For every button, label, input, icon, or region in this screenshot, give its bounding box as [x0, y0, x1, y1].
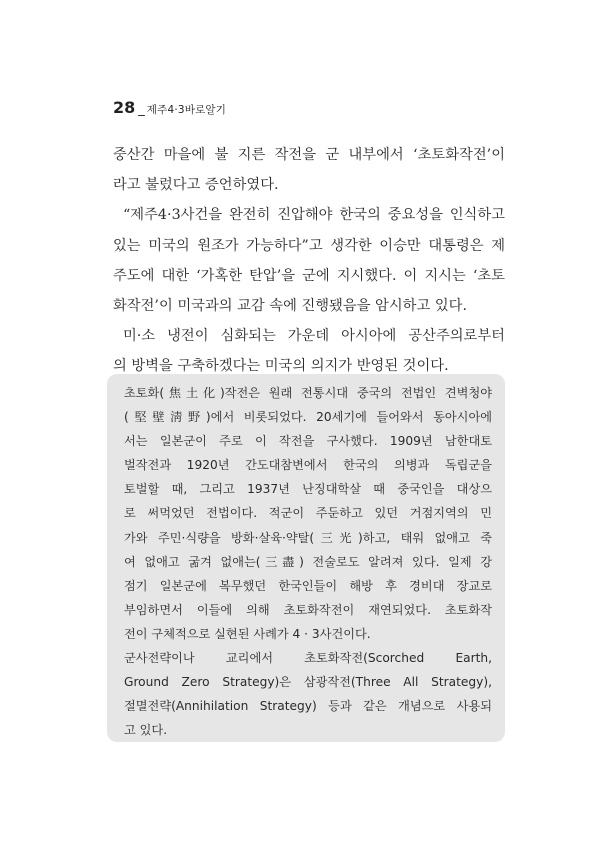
note-line: 초토화(焦土化)작전은 원래 전통시대 중국의 전법인 견벽청야 [124, 386, 492, 400]
note-line: (堅壁淸野)에서 비롯되었다. 20세기에 들어와서 동아시아에 [124, 410, 492, 425]
body-line: 있는 미국의 원조가 가능하다”고 생각한 이승만 대통령은 제 [113, 237, 505, 254]
body-line: 미·소 냉전이 심화되는 가운데 아시아에 공산주의로부터 [123, 328, 505, 345]
note-box-text [124, 381, 492, 742]
page-header [113, 98, 226, 117]
note-line: 군사전략이나 교리에서 초토화작전(Scorched Earth, [124, 651, 492, 666]
body-line: 중산간 마을에 불 지른 작전을 군 내부에서 ‘초토화작전’이 [113, 147, 505, 163]
note-line: Ground Zero Strategy)은 삼광작전(Three All Strategy), [124, 675, 492, 690]
body-line: 라고 불렀다고 증언하였다. [113, 177, 279, 194]
note-line: 부임하면서 이들에 의해 초토화작전이 재연되었다. 초토화작 [124, 602, 492, 617]
body-line: 화작전’이 미국과의 교감 속에 진행됐음을 암시하고 있다. [113, 297, 468, 314]
note-line: 점기 일본군에 복무했던 한국인들이 해방 후 경비대 장교로 [124, 578, 492, 593]
note-line: 로 써먹었던 전법이다. 적군이 주둔하고 있던 거점지역의 민 [124, 506, 492, 521]
note-line: 서는 일본군이 주로 이 작전을 구사했다. 1909년 남한대토 [124, 434, 492, 449]
note-line: 절멸전략(Annihilation Strategy) 등과 같은 개념으로 사용되 [124, 699, 492, 714]
note-line: 벌작전과 1920년 간도대참변에서 한국의 의병과 독립군을 [124, 458, 492, 473]
body-line: 주도에 대한 ‘가혹한 탄압’을 군에 지시했다. 이 지시는 ‘초토 [113, 267, 505, 284]
running-title: 제주4·3바로알기 [146, 104, 227, 116]
note-line: 전이 구체적으로 실현된 사례가 4 · 3사건이다. [124, 626, 371, 641]
main-body-text [113, 140, 505, 382]
note-line: 토벌할 때, 그리고 1937년 난징대학살 때 중국인을 대상으 [124, 482, 492, 497]
header-separator: _ [138, 102, 145, 117]
note-line: 여 없애고 굶겨 없애는(三盡) 전술로도 알려져 있다. 일제 강 [124, 554, 492, 569]
note-line: 가와 주민·식량을 방화·살육·약탈(三光)하고, 태워 없애고 죽 [124, 530, 492, 545]
note-line: 고 있다. [124, 723, 168, 738]
body-line: “제주4·3사건을 완전히 진압해야 한국의 중요성을 인식하고 [123, 207, 505, 224]
page-number: 28 [113, 98, 136, 117]
body-line: 의 방벽을 구축하겠다는 미국의 의지가 반영된 것이다. [113, 358, 449, 375]
